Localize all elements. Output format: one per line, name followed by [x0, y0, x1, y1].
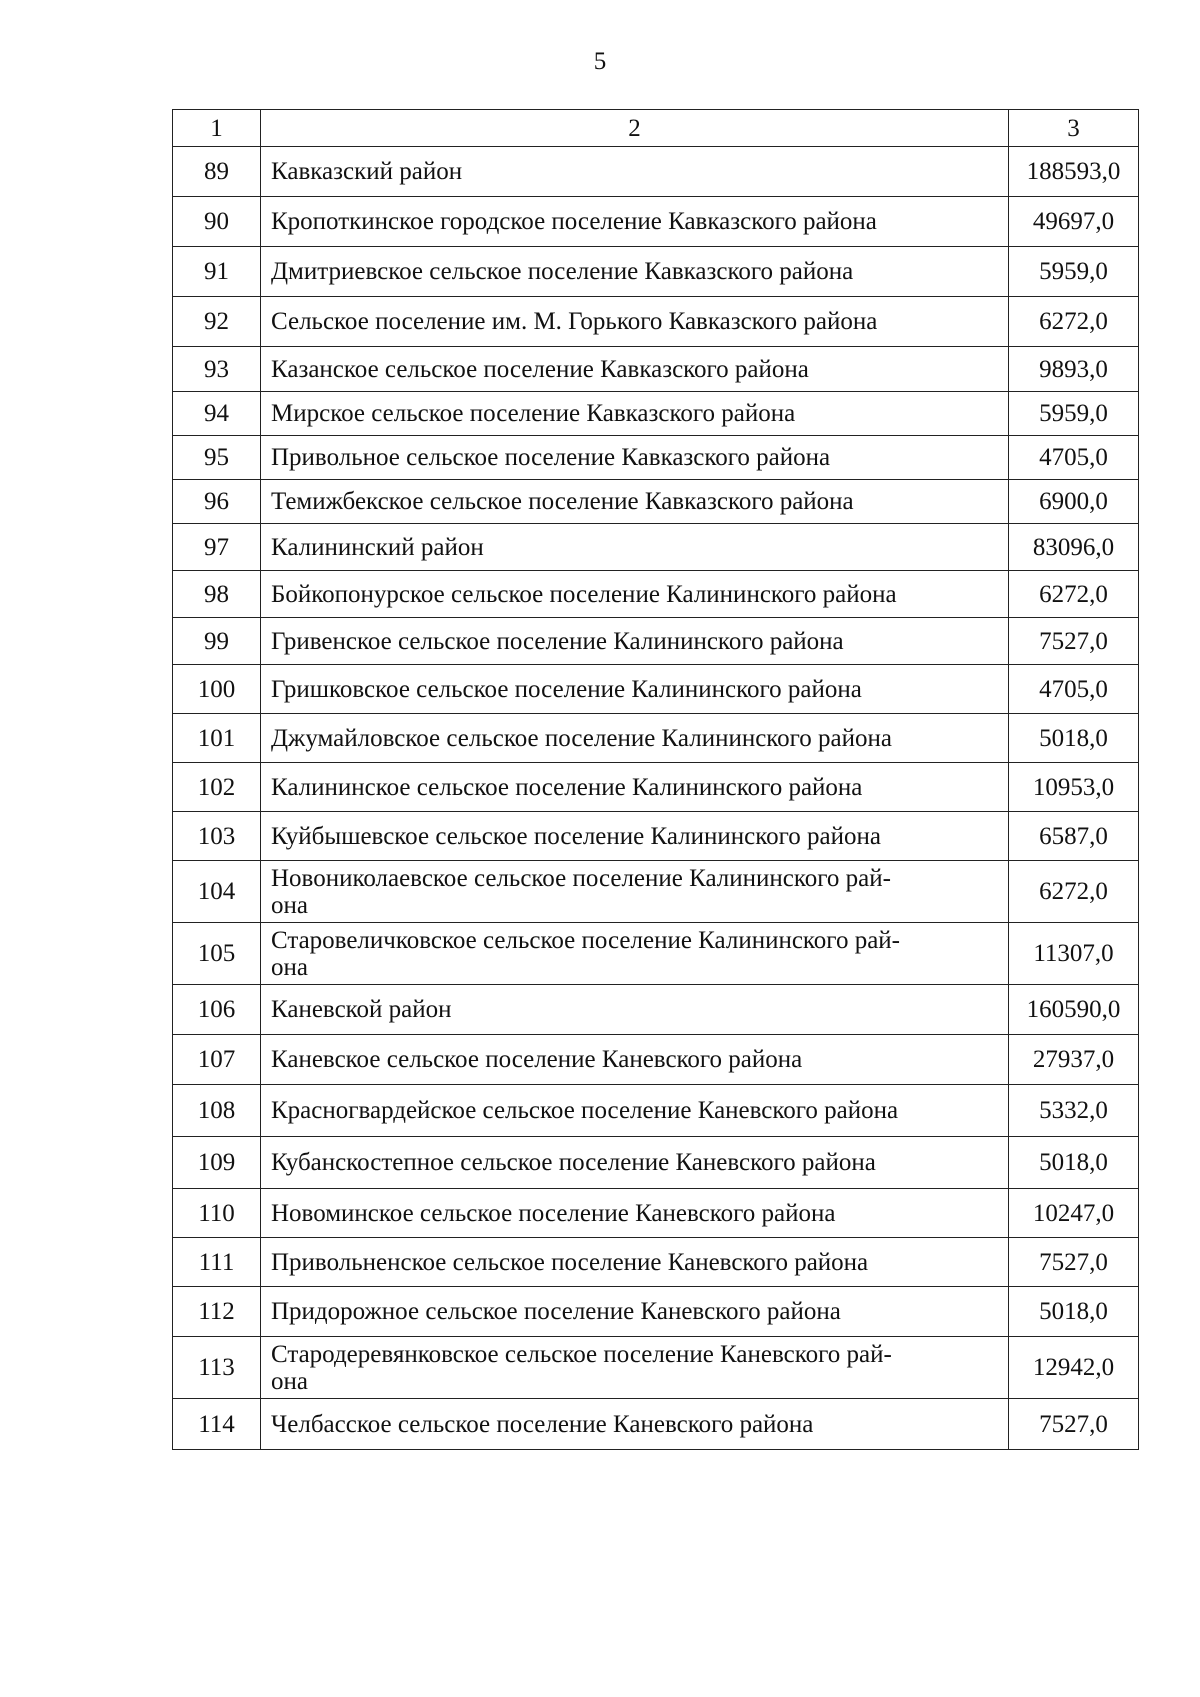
allocation-amount: 6900,0 [1009, 480, 1139, 524]
row-number: 106 [173, 985, 261, 1035]
allocation-amount: 4705,0 [1009, 665, 1139, 714]
municipality-name: Дмитриевское сельское поселение Кавказского района [261, 247, 1009, 297]
allocation-amount: 83096,0 [1009, 524, 1139, 571]
column-header-name: 2 [261, 110, 1009, 147]
row-number: 113 [173, 1337, 261, 1399]
allocation-amount: 10247,0 [1009, 1189, 1139, 1238]
municipality-name: Челбасское сельское поселение Каневского района [261, 1399, 1009, 1450]
allocation-amount: 188593,0 [1009, 147, 1139, 197]
row-number: 114 [173, 1399, 261, 1450]
row-number: 96 [173, 480, 261, 524]
row-number: 107 [173, 1035, 261, 1085]
table-row [173, 247, 1139, 297]
table-row [173, 1399, 1139, 1450]
table-row [173, 571, 1139, 618]
municipality-name: Джумайловское сельское поселение Калининского района [261, 714, 1009, 763]
municipality-name: Сельское поселение им. М. Горького Кавказского района [261, 297, 1009, 347]
row-number: 93 [173, 347, 261, 392]
table-row [173, 524, 1139, 571]
municipality-name: Куйбышевское сельское поселение Калининского района [261, 812, 1009, 861]
table-header-row [173, 110, 1139, 147]
row-number: 101 [173, 714, 261, 763]
table-row [173, 1085, 1139, 1137]
row-number: 109 [173, 1137, 261, 1189]
table-row [173, 480, 1139, 524]
row-number: 110 [173, 1189, 261, 1238]
allocation-amount: 5018,0 [1009, 1137, 1139, 1189]
column-header-number: 1 [173, 110, 261, 147]
table-row [173, 392, 1139, 436]
table-row [173, 714, 1139, 763]
municipality-name: Калининский район [261, 524, 1009, 571]
municipality-name-line: Новониколаевское сельское поселение Калининского рай- [271, 864, 891, 892]
allocation-amount: 5959,0 [1009, 247, 1139, 297]
table-row [173, 1189, 1139, 1238]
table-row [173, 985, 1139, 1035]
row-number: 97 [173, 524, 261, 571]
table-row [173, 861, 1139, 923]
table-row [173, 1137, 1139, 1189]
table-row [173, 923, 1139, 985]
row-number: 112 [173, 1287, 261, 1337]
allocation-amount: 27937,0 [1009, 1035, 1139, 1085]
allocation-amount: 160590,0 [1009, 985, 1139, 1035]
municipality-name: Казанское сельское поселение Кавказского района [261, 347, 1009, 392]
municipality-name: Привольненское сельское поселение Каневского района [261, 1238, 1009, 1287]
table-row [173, 1337, 1139, 1399]
allocation-amount: 7527,0 [1009, 618, 1139, 665]
municipality-name: Привольное сельское поселение Кавказского района [261, 436, 1009, 480]
allocation-amount: 4705,0 [1009, 436, 1139, 480]
allocation-amount: 5018,0 [1009, 1287, 1139, 1337]
row-number: 111 [173, 1238, 261, 1287]
row-number: 99 [173, 618, 261, 665]
municipality-name: Красногвардейское сельское поселение Каневского района [261, 1085, 1009, 1137]
allocation-amount: 5018,0 [1009, 714, 1139, 763]
allocation-amount: 6272,0 [1009, 297, 1139, 347]
allocation-amount: 7527,0 [1009, 1399, 1139, 1450]
row-number: 90 [173, 197, 261, 247]
table-row [173, 1287, 1139, 1337]
municipality-name: Кубанскостепное сельское поселение Каневского района [261, 1137, 1009, 1189]
municipality-name [261, 923, 1009, 985]
municipality-name: Калининское сельское поселение Калининского района [261, 763, 1009, 812]
municipality-name: Мирское сельское поселение Кавказского района [261, 392, 1009, 436]
row-number: 105 [173, 923, 261, 985]
municipality-name: Гривенское сельское поселение Калининского района [261, 618, 1009, 665]
municipality-name: Новоминское сельское поселение Каневского района [261, 1189, 1009, 1238]
municipality-name: Гришковское сельское поселение Калининского района [261, 665, 1009, 714]
allocation-amount: 12942,0 [1009, 1337, 1139, 1399]
municipality-name-continuation: она [271, 1367, 308, 1395]
municipality-name: Кропоткинское городское поселение Кавказского района [261, 197, 1009, 247]
allocation-amount: 5332,0 [1009, 1085, 1139, 1137]
table-row [173, 197, 1139, 247]
table-row [173, 147, 1139, 197]
row-number: 102 [173, 763, 261, 812]
table-row [173, 763, 1139, 812]
municipality-name: Темижбекское сельское поселение Кавказского района [261, 480, 1009, 524]
allocation-amount: 7527,0 [1009, 1238, 1139, 1287]
table-row [173, 1238, 1139, 1287]
allocation-amount: 5959,0 [1009, 392, 1139, 436]
municipality-name-line: Стародеревянковское сельское поселение Каневского рай- [271, 1340, 892, 1368]
municipality-name [261, 1337, 1009, 1399]
table-row [173, 347, 1139, 392]
row-number: 89 [173, 147, 261, 197]
column-header-value: 3 [1009, 110, 1139, 147]
row-number: 104 [173, 861, 261, 923]
municipality-name: Кавказский район [261, 147, 1009, 197]
municipality-name: Каневской район [261, 985, 1009, 1035]
municipality-name: Придорожное сельское поселение Каневского района [261, 1287, 1009, 1337]
row-number: 94 [173, 392, 261, 436]
table-row [173, 436, 1139, 480]
municipality-name [261, 861, 1009, 923]
row-number: 103 [173, 812, 261, 861]
row-number: 91 [173, 247, 261, 297]
table-row [173, 1035, 1139, 1085]
allocation-amount: 9893,0 [1009, 347, 1139, 392]
municipality-name-line: Старовеличковское сельское поселение Калининского рай- [271, 926, 900, 954]
municipality-name: Каневское сельское поселение Каневского района [261, 1035, 1009, 1085]
row-number: 98 [173, 571, 261, 618]
row-number: 100 [173, 665, 261, 714]
allocation-amount: 6587,0 [1009, 812, 1139, 861]
row-number: 92 [173, 297, 261, 347]
allocation-amount: 11307,0 [1009, 923, 1139, 985]
budget-allocation-table [172, 109, 1139, 1450]
allocation-amount: 10953,0 [1009, 763, 1139, 812]
allocation-amount: 49697,0 [1009, 197, 1139, 247]
page-number: 5 [593, 48, 607, 75]
municipality-name-continuation: она [271, 953, 308, 981]
row-number: 95 [173, 436, 261, 480]
municipality-name: Бойкопонурское сельское поселение Калининского района [261, 571, 1009, 618]
row-number: 108 [173, 1085, 261, 1137]
table-row [173, 618, 1139, 665]
table-row [173, 665, 1139, 714]
allocation-amount: 6272,0 [1009, 861, 1139, 923]
table-row [173, 812, 1139, 861]
allocation-amount: 6272,0 [1009, 571, 1139, 618]
municipality-name-continuation: она [271, 891, 308, 919]
table-row [173, 297, 1139, 347]
